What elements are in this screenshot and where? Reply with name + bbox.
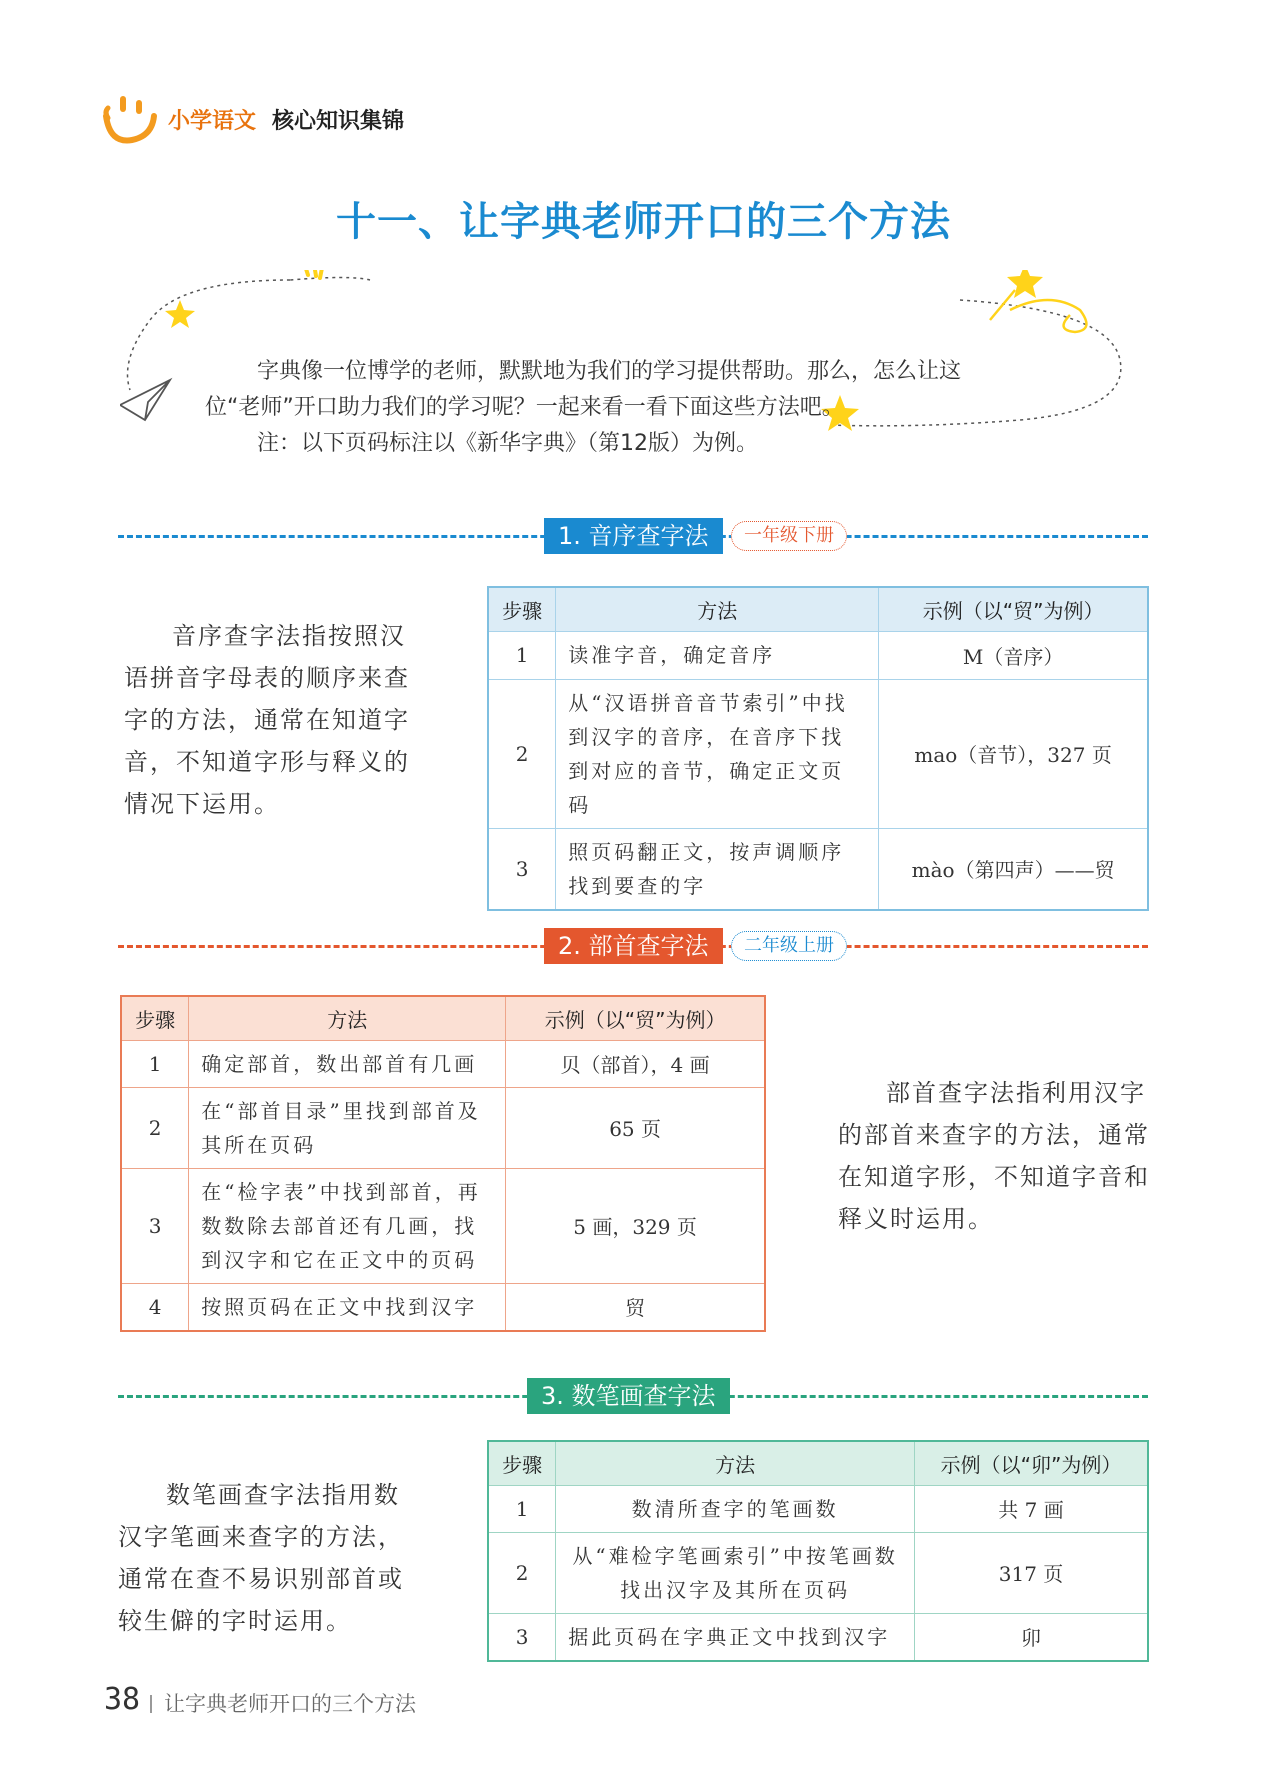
section3-header [118, 1374, 1148, 1418]
section1-table [487, 586, 1149, 911]
section3-description: 数笔画查字法指用数汉字笔画来查字的方法，通常在查不易识别部首或较生僻的字时运用。 [118, 1481, 404, 1635]
section2-grade-badge: 二年级上册 [731, 931, 847, 961]
section3-table [487, 1440, 1149, 1662]
header-book-title: 核心知识集锦 [272, 109, 405, 134]
intro-note: 注：以下页码标注以《新华字典》（第12版）为例。 [257, 431, 758, 456]
table-header-step: 步骤 [488, 1441, 556, 1485]
example-cell: 贝（部首），4 画 [506, 1040, 765, 1087]
section2-description: 部首查字法指利用汉字的部首来查字的方法，通常在知道字形，不知道字音和释义时运用。 [838, 1079, 1150, 1233]
method-cell: 按照页码在正文中找到汉字 [189, 1283, 506, 1331]
method-cell: 从“汉语拼音音节索引”中找到汉字的音序，在音序下找到对应的音节，确定正文页码 [556, 679, 879, 828]
example-cell: 贸 [506, 1283, 765, 1331]
intro-line-1: 字典像一位博学的老师，默默地为我们的学习提供帮助。那么，怎么让这 [257, 359, 962, 384]
table-row [121, 1168, 765, 1283]
table-row [488, 1532, 1148, 1613]
method-cell: 据此页码在字典正文中找到汉字 [556, 1613, 915, 1661]
table-header-example: 示例（以“贸”为例） [879, 587, 1148, 631]
table-row [488, 1613, 1148, 1661]
step-cell: 2 [121, 1087, 189, 1168]
example-cell: 卯 [915, 1613, 1148, 1661]
header-subject: 小学语文 [168, 109, 257, 134]
step-cell: 1 [121, 1040, 189, 1087]
table-header-method: 方法 [189, 996, 506, 1040]
example-cell: mào（第四声）——贸 [879, 828, 1148, 910]
table-row [488, 631, 1148, 679]
method-cell: 读准字音，确定音序 [556, 631, 879, 679]
method-cell: 照页码翻正文，按声调顺序找到要查的字 [556, 828, 879, 910]
step-cell: 1 [488, 1485, 556, 1532]
step-cell: 1 [488, 631, 556, 679]
step-cell: 2 [488, 1532, 556, 1613]
table-header-step: 步骤 [488, 587, 556, 631]
method-cell: 确定部首，数出部首有几画 [189, 1040, 506, 1087]
step-cell: 2 [488, 679, 556, 828]
footer-chapter-label: 让字典老师开口的三个方法 [164, 1692, 416, 1716]
example-cell: 5 画，329 页 [506, 1168, 765, 1283]
example-cell: 317 页 [915, 1532, 1148, 1613]
section3-title: 3. 数笔画查字法 [527, 1378, 730, 1414]
table-row [488, 828, 1148, 910]
table-row [488, 1485, 1148, 1532]
method-cell: 在“检字表”中找到部首，再数数除去部首还有几画，找到汉字和它在正文中的页码 [189, 1168, 506, 1283]
star-icon [165, 300, 195, 328]
smiley-logo-icon [100, 86, 160, 146]
table-header-example: 示例（以“卯”为例） [915, 1441, 1148, 1485]
method-cell: 在“部首目录”里找到部首及其所在页码 [189, 1087, 506, 1168]
footer-chapter [150, 1688, 416, 1718]
example-cell: 65 页 [506, 1087, 765, 1168]
section1-title: 1. 音序查字法 [544, 518, 723, 554]
example-cell: 共 7 画 [915, 1485, 1148, 1532]
section1-header [118, 514, 1148, 558]
section2-table [120, 995, 766, 1332]
table-header-method: 方法 [556, 1441, 915, 1485]
table-header-step: 步骤 [121, 996, 189, 1040]
page-title: 十一、让字典老师开口的三个方法 [336, 199, 951, 245]
table-header-method: 方法 [556, 587, 879, 631]
section2-title: 2. 部首查字法 [544, 928, 723, 964]
table-row [121, 1283, 765, 1331]
table-row [121, 1087, 765, 1168]
section1-description: 音序查字法指按照汉语拼音字母表的顺序来查字的方法，通常在知道字音，不知道字形与释义的情况下运用。 [124, 622, 410, 818]
step-cell: 3 [488, 1613, 556, 1661]
section1-grade-badge: 一年级下册 [731, 521, 847, 551]
page-number: 38 [104, 1682, 141, 1717]
section2-header [118, 924, 1148, 968]
table-header-example: 示例（以“贸”为例） [506, 996, 765, 1040]
table-row [121, 1040, 765, 1087]
intro-line-2: 位“老师”开口助力我们的学习呢？一起来看一看下面这些方法吧。 [205, 395, 844, 420]
method-cell: 数清所查字的笔画数 [556, 1485, 915, 1532]
step-cell: 4 [121, 1283, 189, 1331]
step-cell: 3 [121, 1168, 189, 1283]
method-cell: 从“难检字笔画索引”中按笔画数找出汉字及其所在页码 [556, 1532, 915, 1613]
example-cell: mao（音节），327 页 [879, 679, 1148, 828]
step-cell: 3 [488, 828, 556, 910]
table-row [488, 679, 1148, 828]
paper-plane-icon [120, 380, 170, 420]
example-cell: M（音序） [879, 631, 1148, 679]
intro-paragraph [205, 354, 1045, 462]
